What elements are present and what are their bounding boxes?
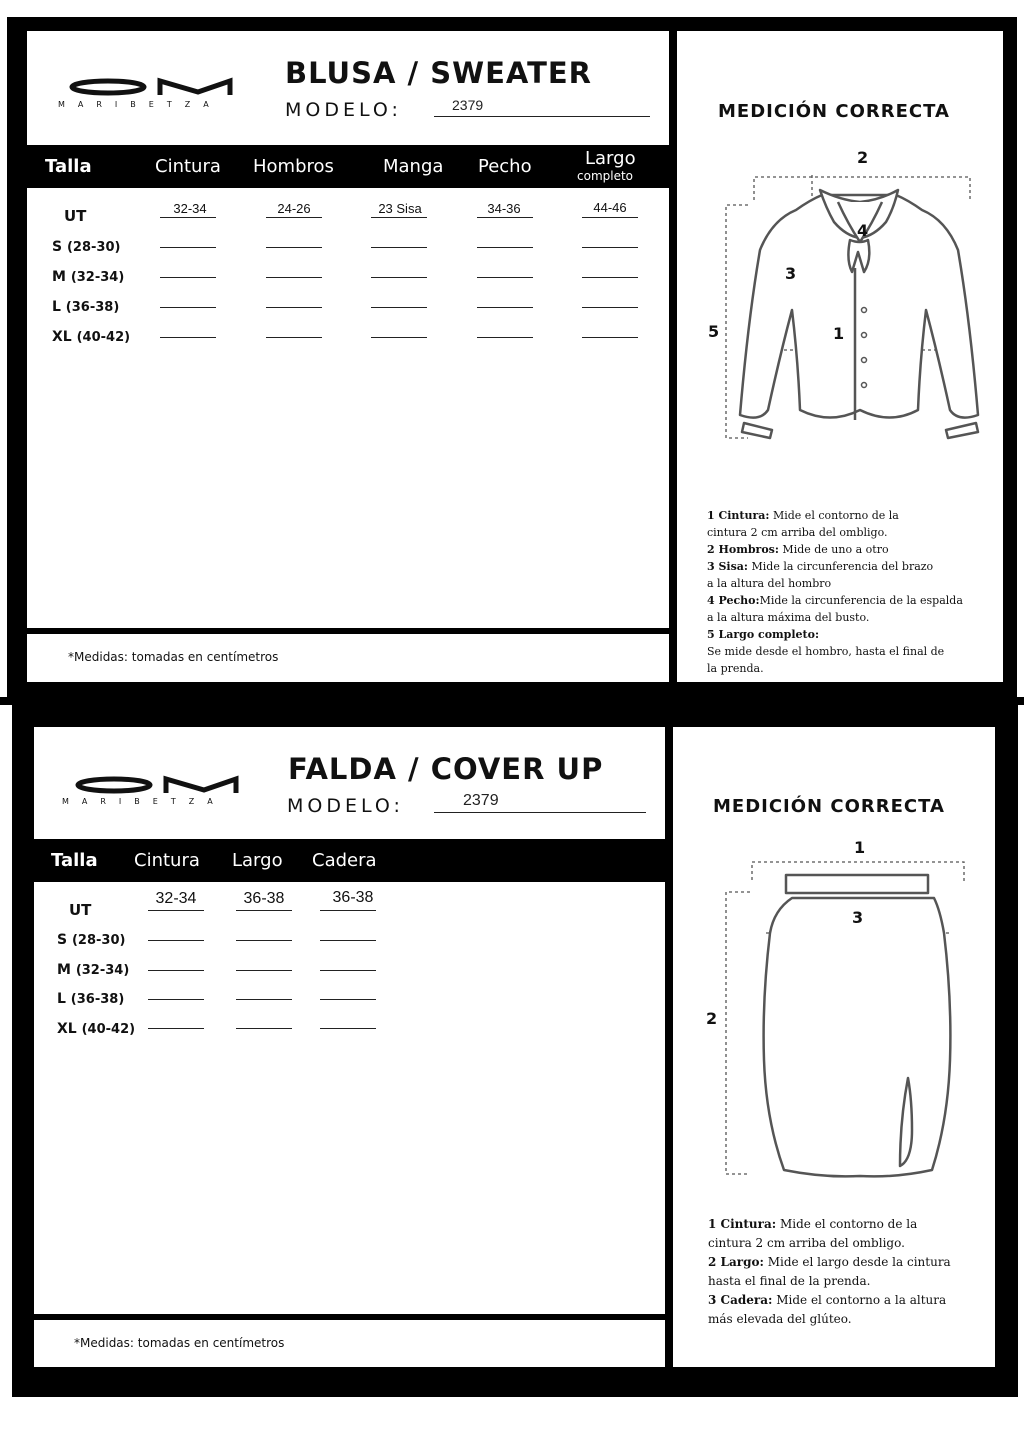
falda-footer-divider xyxy=(34,1314,665,1320)
size-m-2 xyxy=(57,962,129,978)
blank-measure-line xyxy=(148,999,204,1000)
sheet-gap xyxy=(0,697,1024,705)
note-line: más elevada del glúteo. xyxy=(708,1312,852,1326)
blusa-medicion-title: MEDICIÓN CORRECTA xyxy=(718,101,950,122)
note-line: 2 Largo: Mide el largo desde la cintura xyxy=(708,1255,951,1269)
blusa-modelo-underline xyxy=(434,116,650,117)
blouse-diagram xyxy=(700,140,990,450)
falda-modelo-underline xyxy=(434,812,646,813)
size-m-range-2: (32-34) xyxy=(75,963,130,978)
size-l-range: (36-38) xyxy=(65,300,120,315)
falda-modelo-label: MODELO: xyxy=(287,795,404,817)
blank-measure-line xyxy=(477,337,533,338)
blank-measure-line xyxy=(266,337,322,338)
note-line: 3 Cadera: Mide el contorno a la altura xyxy=(708,1293,947,1307)
ut-largo: 44-46 xyxy=(593,200,627,215)
falda-measure-notes xyxy=(708,1215,951,1329)
skirt-num-2: 2 xyxy=(706,1009,718,1028)
blank-measure-line xyxy=(477,307,533,308)
blusa-table-panel xyxy=(27,31,669,682)
ut-largo-2: 36-38 xyxy=(243,890,285,907)
blouse-num-4: 4 xyxy=(857,221,869,240)
blank-measure-line xyxy=(266,247,322,248)
blouse-num-5: 5 xyxy=(708,322,720,341)
note-line: Se mide desde el hombro, hasta el final de xyxy=(707,645,945,658)
blank-measure-line xyxy=(371,247,427,248)
size-xl-range: (40-42) xyxy=(76,330,131,345)
header-cadera-2: Cadera xyxy=(312,850,377,871)
note-line: a la altura máxima del busto. xyxy=(707,611,870,624)
om-logo-2 xyxy=(66,770,246,800)
size-m-code-2: M xyxy=(57,962,71,978)
header-hombros: Hombros xyxy=(253,156,334,177)
ut-hombros: 24-26 xyxy=(277,201,311,216)
blank-measure-line xyxy=(160,247,216,248)
blank-measure-line xyxy=(160,277,216,278)
size-s-range-2: (28-30) xyxy=(71,933,126,948)
blank-measure-line xyxy=(236,999,292,1000)
size-s-range: (28-30) xyxy=(66,240,121,255)
size-l-range-2: (36-38) xyxy=(70,992,125,1007)
size-s-2 xyxy=(57,932,125,948)
note-line: a la altura del hombro xyxy=(707,577,832,590)
note-line: hasta el final de la prenda. xyxy=(708,1274,871,1288)
blank-measure-line xyxy=(148,1028,204,1029)
note-line: 1 Cintura: Mide el contorno de la xyxy=(708,1217,918,1231)
size-ut-2: UT xyxy=(69,901,92,919)
blouse-num-2: 2 xyxy=(857,148,869,167)
blusa-footer-divider xyxy=(27,628,669,634)
ut-manga-line xyxy=(371,217,427,218)
blank-measure-line xyxy=(236,940,292,941)
size-xl xyxy=(52,329,130,345)
note-line: 2 Hombros: Mide de uno a otro xyxy=(707,543,889,556)
size-xl-2 xyxy=(57,1021,135,1037)
blank-measure-line xyxy=(582,307,638,308)
size-l-code-2: L xyxy=(57,991,66,1007)
header-talla: Talla xyxy=(45,156,92,177)
header-largo: Largo xyxy=(585,148,636,169)
ut-cadera-2: 36-38 xyxy=(332,889,374,906)
size-xl-code-2: XL xyxy=(57,1021,77,1037)
blank-measure-line xyxy=(477,247,533,248)
brand-name: MARIBETZA xyxy=(58,100,222,109)
header-cintura-2: Cintura xyxy=(134,850,200,871)
blank-measure-line xyxy=(160,337,216,338)
ut-pecho: 34-36 xyxy=(487,201,521,216)
brand-name-2: MARIBETZA xyxy=(62,797,226,806)
blouse-num-1: 1 xyxy=(833,324,845,343)
falda-footnote: *Medidas: tomadas en centímetros xyxy=(74,1336,285,1350)
note-line: 4 Pecho:Mide la circunferencia de la espalda xyxy=(707,594,963,607)
header-manga: Manga xyxy=(383,156,444,177)
blusa-modelo-value: 2379 xyxy=(452,97,484,113)
size-m xyxy=(52,269,124,285)
blusa-title: BLUSA / SWEATER xyxy=(285,56,593,90)
note-line: cintura 2 cm arriba del ombligo. xyxy=(708,1236,905,1250)
header-largo-2: Largo xyxy=(232,850,283,871)
ut-hombros-line xyxy=(266,217,322,218)
blank-measure-line xyxy=(582,247,638,248)
blank-measure-line xyxy=(371,307,427,308)
header-largo-sub: completo xyxy=(577,169,634,183)
ut-pecho-line xyxy=(477,217,533,218)
blank-measure-line xyxy=(320,940,376,941)
note-line: cintura 2 cm arriba del ombligo. xyxy=(707,526,888,539)
size-l-code: L xyxy=(52,299,61,315)
ut-manga: 23 Sisa xyxy=(378,201,422,216)
blank-measure-line xyxy=(582,277,638,278)
om-logo xyxy=(60,72,240,102)
blank-measure-line xyxy=(320,999,376,1000)
size-xl-range-2: (40-42) xyxy=(81,1022,136,1037)
blank-measure-line xyxy=(477,277,533,278)
falda-title: FALDA / COVER UP xyxy=(288,752,604,786)
falda-medicion-title: MEDICIÓN CORRECTA xyxy=(713,796,945,817)
blank-measure-line xyxy=(266,277,322,278)
blank-measure-line xyxy=(148,970,204,971)
ut-largo-line xyxy=(582,217,638,218)
size-s xyxy=(52,239,120,255)
blank-measure-line xyxy=(371,277,427,278)
size-l-2 xyxy=(57,991,124,1007)
skirt-diagram xyxy=(700,840,990,1190)
blank-measure-line xyxy=(582,337,638,338)
blank-measure-line xyxy=(148,940,204,941)
size-ut: UT xyxy=(64,207,87,225)
ut-cadera-line-2 xyxy=(320,910,376,911)
header-talla-2: Talla xyxy=(51,850,98,871)
blank-measure-line xyxy=(236,970,292,971)
size-xl-code: XL xyxy=(52,329,72,345)
size-m-range: (32-34) xyxy=(70,270,125,285)
falda-modelo-value: 2379 xyxy=(463,792,499,809)
falda-table-panel xyxy=(34,727,665,1367)
blank-measure-line xyxy=(320,1028,376,1029)
ut-cintura-line xyxy=(160,217,216,218)
skirt-num-3: 3 xyxy=(852,908,864,927)
blusa-table-header xyxy=(27,145,669,188)
note-line: la prenda. xyxy=(707,662,764,675)
note-line: 5 Largo completo: xyxy=(707,628,820,641)
size-s-code: S xyxy=(52,239,63,255)
header-cintura: Cintura xyxy=(155,156,221,177)
ut-cintura-line-2 xyxy=(148,910,204,911)
size-l xyxy=(52,299,119,315)
ut-cintura-2: 32-34 xyxy=(155,890,197,907)
om-logo-mark xyxy=(60,72,240,102)
header-pecho: Pecho xyxy=(478,156,532,177)
ut-largo-line-2 xyxy=(236,910,292,911)
blusa-modelo-label: MODELO: xyxy=(285,99,402,121)
om-logo-mark-2 xyxy=(66,770,246,800)
note-line: 1 Cintura: Mide el contorno de la xyxy=(707,509,899,522)
blank-measure-line xyxy=(266,307,322,308)
blank-measure-line xyxy=(320,970,376,971)
falda-table-header xyxy=(34,839,665,882)
ut-cintura: 32-34 xyxy=(173,201,207,216)
blank-measure-line xyxy=(160,307,216,308)
blusa-footnote: *Medidas: tomadas en centímetros xyxy=(68,650,279,664)
blouse-num-3: 3 xyxy=(785,264,797,283)
note-line: 3 Sisa: Mide la circunferencia del brazo xyxy=(707,560,934,573)
skirt-num-1: 1 xyxy=(854,838,866,857)
blank-measure-line xyxy=(371,337,427,338)
size-s-code-2: S xyxy=(57,932,68,948)
blank-measure-line xyxy=(236,1028,292,1029)
blusa-measure-notes xyxy=(707,507,963,677)
size-m-code: M xyxy=(52,269,66,285)
